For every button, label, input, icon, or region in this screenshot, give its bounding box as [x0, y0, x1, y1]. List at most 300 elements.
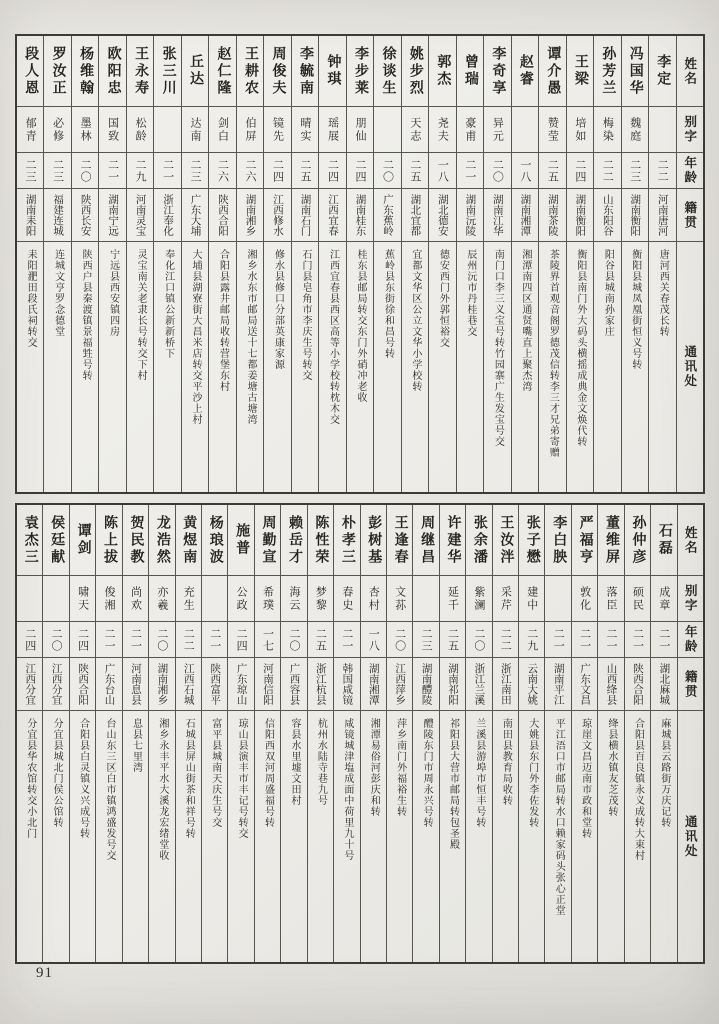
- courtesy-name-cell: 赞莹: [539, 107, 565, 153]
- courtesy-name-cell: [374, 107, 400, 153]
- age-cell: 二一: [99, 153, 125, 189]
- name-cell: 王逢春: [387, 505, 412, 576]
- age-cell: 二一: [123, 622, 148, 658]
- courtesy-name-cell: 达南: [182, 107, 208, 153]
- native-place-cell: 湖南茶陵: [539, 189, 565, 242]
- person-column: [263, 36, 290, 492]
- header-label-address: 通讯处: [683, 814, 698, 859]
- roster-table-top: [15, 34, 705, 494]
- age-cell: 二一: [651, 622, 676, 658]
- address-cell: 修水县修口分部英康家源: [272, 249, 284, 370]
- name-cell: 李毓南: [292, 36, 318, 107]
- courtesy-name-cell: 墨林: [72, 107, 98, 153]
- age-cell: 二一: [334, 622, 359, 658]
- address-cell: 奉化江口镇公新新桥下: [162, 249, 174, 359]
- age-cell: 二四: [347, 153, 373, 189]
- person-column: [621, 36, 648, 492]
- age-cell: 二四: [70, 622, 95, 658]
- name-cell: 孙芳兰: [594, 36, 620, 107]
- courtesy-name-cell: 梅染: [594, 107, 620, 153]
- address-cell: 宁远县西安镇四房: [107, 249, 119, 337]
- person-column: [412, 505, 438, 962]
- native-place-cell: 陕西合阳: [70, 658, 95, 711]
- person-column: [153, 36, 180, 492]
- courtesy-name-cell: 异元: [484, 107, 510, 153]
- person-column: [648, 36, 675, 492]
- name-cell: 欧阳忠: [99, 36, 125, 107]
- person-column: [307, 505, 333, 962]
- native-place-cell: 江西萍乡: [387, 658, 412, 711]
- header-label-native: 籍贯: [678, 658, 703, 711]
- age-cell: 二一: [572, 622, 597, 658]
- courtesy-name-cell: 春史: [334, 576, 359, 622]
- name-cell: 黄煜南: [176, 505, 201, 576]
- address-cell: 合阳县露井邮局收转营堡东村: [217, 249, 229, 392]
- courtesy-name-cell: 伯屏: [237, 107, 263, 153]
- person-column: [346, 36, 373, 492]
- age-cell: 二四: [264, 153, 290, 189]
- page-number: 91: [36, 965, 53, 981]
- courtesy-name-cell: 魏庭: [622, 107, 648, 153]
- name-cell: 施普: [228, 505, 253, 576]
- person-column: [95, 505, 121, 962]
- courtesy-name-cell: 梦黎: [308, 576, 333, 622]
- courtesy-name-cell: 剑白: [209, 107, 235, 153]
- native-place-cell: 河南灵宝: [127, 189, 153, 242]
- courtesy-name-cell: 尚欢: [123, 576, 148, 622]
- header-label-name: 姓名: [678, 505, 703, 576]
- native-place-cell: 山东阳谷: [594, 189, 620, 242]
- address-cell: 耒阳淝田段氏祠转交: [25, 249, 37, 348]
- person-column: [538, 36, 565, 492]
- courtesy-name-cell: 敦化: [572, 576, 597, 622]
- age-cell: 二三: [44, 153, 70, 189]
- address-cell: 琼山县演丰市丰记号转交: [236, 718, 248, 839]
- age-cell: 二三: [17, 153, 43, 189]
- address-cell: 容县水里墟文田村: [288, 718, 300, 806]
- courtesy-name-cell: 硕民: [625, 576, 650, 622]
- name-cell: 侯廷献: [43, 505, 68, 576]
- person-column: [122, 505, 148, 962]
- native-place-cell: 陕西合阳: [625, 658, 650, 711]
- header-label-name: 姓名: [677, 36, 703, 107]
- age-cell: 二四: [17, 622, 42, 658]
- courtesy-name-cell: 充生: [176, 576, 201, 622]
- name-cell: 贺民教: [123, 505, 148, 576]
- age-cell: 二六: [209, 153, 235, 189]
- age-cell: 一八: [361, 622, 386, 658]
- name-cell: 王汝泮: [493, 505, 518, 576]
- person-column: [428, 36, 455, 492]
- age-cell: 二五: [402, 153, 428, 189]
- native-place-cell: 广东文昌: [572, 658, 597, 711]
- native-place-cell: 湖南湘乡: [237, 189, 263, 242]
- person-column: [624, 505, 650, 962]
- native-place-cell: 湖南平江: [545, 658, 570, 711]
- address-cell: 祁阳县大营市邮局转包圣殿: [447, 718, 459, 850]
- person-column: [401, 36, 428, 492]
- person-column: [318, 36, 345, 492]
- courtesy-name-cell: 培如: [567, 107, 593, 153]
- native-place-cell: 湖南桂东: [347, 189, 373, 242]
- address-cell: 麻城县云路街万庆记转: [658, 718, 670, 828]
- person-column: [465, 505, 491, 962]
- person-column: [126, 36, 153, 492]
- native-place-cell: 湖北麻城: [651, 658, 676, 711]
- address-cell: 息县七里湾: [130, 718, 142, 773]
- name-cell: 郭杰: [429, 36, 455, 107]
- name-cell: 杨维翰: [72, 36, 98, 107]
- address-cell: 唐河西关春茂长转: [657, 249, 669, 337]
- native-place-cell: 湖南祁阳: [440, 658, 465, 711]
- address-cell: 蕉岭县东街徐和昌号转: [382, 249, 394, 359]
- name-cell: 段人恩: [17, 36, 43, 107]
- courtesy-name-cell: [43, 576, 68, 622]
- age-cell: 二三: [182, 153, 208, 189]
- name-cell: 李步莱: [347, 36, 373, 107]
- person-column: [566, 36, 593, 492]
- header-label-age: 年龄: [678, 622, 703, 658]
- native-place-cell: 湖南耒阳: [17, 189, 43, 242]
- address-cell: 合阳县百良镇永义成转大束村: [632, 718, 644, 861]
- name-cell: 赖岳才: [281, 505, 306, 576]
- name-cell: 李定: [649, 36, 675, 107]
- courtesy-name-cell: [413, 576, 438, 622]
- native-place-cell: 湖南醴陵: [413, 658, 438, 711]
- native-place-cell: 广西容县: [281, 658, 306, 711]
- courtesy-name-cell: 成章: [651, 576, 676, 622]
- name-cell: 龙浩然: [149, 505, 174, 576]
- name-cell: 王梁: [567, 36, 593, 107]
- header-label-age: 年龄: [677, 153, 703, 189]
- person-column: [280, 505, 306, 962]
- age-cell: 二三: [622, 153, 648, 189]
- address-cell: 阳谷县城南孙家庄: [602, 249, 614, 337]
- person-column: [571, 505, 597, 962]
- address-cell: 南田县教育局收转: [500, 718, 512, 806]
- native-place-cell: 湖南湘潭: [512, 189, 538, 242]
- address-cell: 绛县横水镇友芝茂转: [606, 718, 618, 817]
- name-cell: 周勤宣: [255, 505, 280, 576]
- age-cell: 二三: [413, 622, 438, 658]
- name-cell: 孙仲彦: [625, 505, 650, 576]
- name-cell: 罗汝正: [44, 36, 70, 107]
- address-cell: 湘潭南四区通贤嘴直上聚杰湾: [519, 249, 531, 392]
- courtesy-name-cell: 必修: [44, 107, 70, 153]
- address-cell: 南门口李三义宝号转竹园寨广生发宝号交: [492, 249, 504, 447]
- name-cell: 彭树基: [361, 505, 386, 576]
- address-cell: 富平县城南天庆生号交: [209, 718, 221, 828]
- address-cell: 大姚县东门外李佐发转: [526, 718, 538, 828]
- name-cell: 谭介愚: [539, 36, 565, 107]
- person-column: [291, 36, 318, 492]
- address-cell: 连城文亨罗念德堂: [52, 249, 64, 337]
- address-cell: 台山东三区白市镇鸿盛发号交: [104, 718, 116, 861]
- native-place-cell: 广东蕉岭: [374, 189, 400, 242]
- age-cell: 二〇: [484, 153, 510, 189]
- native-place-cell: 江西宜春: [319, 189, 345, 242]
- age-cell: 二〇: [374, 153, 400, 189]
- native-place-cell: 江西分宜: [17, 658, 42, 711]
- person-column: [98, 36, 125, 492]
- address-cell: 兰溪县游埠市恒丰号转: [473, 718, 485, 828]
- native-place-cell: 河南唐河: [649, 189, 675, 242]
- person-column: [456, 36, 483, 492]
- courtesy-name-cell: 瑶展: [319, 107, 345, 153]
- name-cell: 徐谈生: [374, 36, 400, 107]
- native-place-cell: 浙江奉化: [154, 189, 180, 242]
- courtesy-name-cell: 延千: [440, 576, 465, 622]
- native-place-cell: 湖南石门: [292, 189, 318, 242]
- name-cell: 陈性荣: [308, 505, 333, 576]
- age-cell: 一八: [429, 153, 455, 189]
- person-column: [17, 36, 43, 492]
- courtesy-name-cell: 啸天: [70, 576, 95, 622]
- address-cell: 大埔县湖寮街大昌米店转交平沙上村: [190, 249, 202, 425]
- header-label-native: 籍贯: [677, 189, 703, 242]
- courtesy-name-cell: 落臣: [598, 576, 623, 622]
- name-cell: 曾瑞: [457, 36, 483, 107]
- person-column: [175, 505, 201, 962]
- age-cell: 二四: [567, 153, 593, 189]
- courtesy-name-cell: [545, 576, 570, 622]
- address-cell: 琼崖文昌迈南市政和堂转: [579, 718, 591, 839]
- courtesy-name-cell: 松龄: [127, 107, 153, 153]
- person-column: [181, 36, 208, 492]
- name-cell: 冯国华: [622, 36, 648, 107]
- courtesy-name-cell: 镜先: [264, 107, 290, 153]
- native-place-cell: 湖南衡阳: [622, 189, 648, 242]
- courtesy-name-cell: 海云: [281, 576, 306, 622]
- age-cell: 二一: [96, 622, 121, 658]
- name-cell: 周俊夫: [264, 36, 290, 107]
- person-column: [518, 505, 544, 962]
- address-cell: 杭州水陆寺巷九号: [315, 718, 327, 806]
- name-cell: 朴孝三: [334, 505, 359, 576]
- name-cell: 李白胦: [545, 505, 570, 576]
- age-cell: 二五: [292, 153, 318, 189]
- native-place-cell: 陕西富平: [202, 658, 227, 711]
- address-cell: 辰州沅市丹桂巷交: [464, 249, 476, 337]
- age-cell: 二〇: [466, 622, 491, 658]
- address-cell: 石城县屏山街茶和祥号转: [183, 718, 195, 839]
- native-place-cell: 韩国咸镜: [334, 658, 359, 711]
- courtesy-name-cell: 豪甫: [457, 107, 483, 153]
- person-column: [42, 505, 68, 962]
- age-cell: 二五: [440, 622, 465, 658]
- person-column: [43, 36, 70, 492]
- address-cell: 宜都文华区公立文华小学校转: [409, 249, 421, 392]
- native-place-cell: 湖南宁远: [99, 189, 125, 242]
- native-place-cell: 湖北德安: [429, 189, 455, 242]
- native-place-cell: 江西分宜: [43, 658, 68, 711]
- person-column: [71, 36, 98, 492]
- address-cell: 桂东县邮局转交东门外硝冲老收: [354, 249, 366, 403]
- name-cell: 钟琪: [319, 36, 345, 107]
- address-cell: 湘潭易俗河彭庆和转: [368, 718, 380, 817]
- name-cell: 姚步烈: [402, 36, 428, 107]
- header-column: [676, 36, 703, 492]
- native-place-cell: 江西石城: [176, 658, 201, 711]
- courtesy-name-cell: [649, 107, 675, 153]
- native-place-cell: 浙江南田: [493, 658, 518, 711]
- person-column: [208, 36, 235, 492]
- person-column: [511, 36, 538, 492]
- native-place-cell: 湖南湘乡: [149, 658, 174, 711]
- person-column: [593, 36, 620, 492]
- age-cell: 二〇: [43, 622, 68, 658]
- courtesy-name-cell: 希璞: [255, 576, 280, 622]
- native-place-cell: 广东台山: [96, 658, 121, 711]
- age-cell: 二六: [237, 153, 263, 189]
- native-place-cell: 湖南衡阳: [567, 189, 593, 242]
- person-column: [254, 505, 280, 962]
- age-cell: 二四: [319, 153, 345, 189]
- age-cell: 二四: [228, 622, 253, 658]
- address-cell: 江西宜春县西区高等小学校转枕木交: [327, 249, 339, 425]
- native-place-cell: 河南信阳: [255, 658, 280, 711]
- name-cell: 石磊: [651, 505, 676, 576]
- person-column: [17, 505, 42, 962]
- person-column: [360, 505, 386, 962]
- age-cell: 二九: [127, 153, 153, 189]
- courtesy-name-cell: 朋仙: [347, 107, 373, 153]
- name-cell: 严福亨: [572, 505, 597, 576]
- name-cell: 陈上拔: [96, 505, 121, 576]
- roster-table-bottom: [15, 503, 705, 964]
- age-cell: 一八: [512, 153, 538, 189]
- age-cell: 二一: [457, 153, 483, 189]
- address-cell: 萍乡南门外福裕生转: [394, 718, 406, 817]
- courtesy-name-cell: 建中: [519, 576, 544, 622]
- name-cell: 丘达: [182, 36, 208, 107]
- name-cell: 董维屏: [598, 505, 623, 576]
- native-place-cell: 湖北宜都: [402, 189, 428, 242]
- person-column: [386, 505, 412, 962]
- native-place-cell: 广东大埔: [182, 189, 208, 242]
- courtesy-name-cell: 晴实: [292, 107, 318, 153]
- age-cell: 二〇: [387, 622, 412, 658]
- name-cell: 杨琅波: [202, 505, 227, 576]
- courtesy-name-cell: [202, 576, 227, 622]
- address-cell: 咸镜城津塩成面中荷里九十号: [341, 718, 353, 861]
- address-cell: 茶陵界首观音阁罗德茂信转李三才兄弟寄赠: [547, 249, 559, 458]
- address-cell: 衡阳县城凤凰街恒义号转: [629, 249, 641, 370]
- header-column: [677, 505, 703, 962]
- age-cell: 二一: [154, 153, 180, 189]
- header-label-courtesy: 别字: [678, 576, 703, 622]
- native-place-cell: 陕西长安: [72, 189, 98, 242]
- person-column: [492, 505, 518, 962]
- address-cell: 醴陵东门市周永兴号转: [421, 718, 433, 828]
- age-cell: 二二: [493, 622, 518, 658]
- address-cell: 分宜县华农馆转交小北门: [24, 718, 36, 839]
- age-cell: 二九: [519, 622, 544, 658]
- age-cell: 二五: [308, 622, 333, 658]
- person-column: [439, 505, 465, 962]
- native-place-cell: 陕西合阳: [209, 189, 235, 242]
- person-column: [69, 505, 95, 962]
- address-cell: 湘乡水东市邮局送十七都姜塘古塘湾: [245, 249, 257, 425]
- person-column: [650, 505, 676, 962]
- address-cell: 德安西门外郭恒裕交: [437, 249, 449, 348]
- name-cell: 周继昌: [413, 505, 438, 576]
- courtesy-name-cell: 紫澜: [466, 576, 491, 622]
- name-cell: 谭剑: [70, 505, 95, 576]
- header-label-courtesy: 别字: [677, 107, 703, 153]
- courtesy-name-cell: [512, 107, 538, 153]
- courtesy-name-cell: [154, 107, 180, 153]
- native-place-cell: 江西修水: [264, 189, 290, 242]
- age-cell: 二〇: [149, 622, 174, 658]
- address-cell: 信阳西双河周盛福号转: [262, 718, 274, 828]
- address-cell: 湘乡永丰平水大溪龙宏绪堂收: [156, 718, 168, 861]
- courtesy-name-cell: 俊湘: [96, 576, 121, 622]
- person-column: [544, 505, 570, 962]
- name-cell: 许建华: [440, 505, 465, 576]
- name-cell: 赵睿: [512, 36, 538, 107]
- person-column: [236, 36, 263, 492]
- courtesy-name-cell: 尧夫: [429, 107, 455, 153]
- address-cell: 平江浯口市邮局转水口赖家码头张心正堂: [553, 718, 565, 916]
- person-column: [483, 36, 510, 492]
- age-cell: 二二: [176, 622, 201, 658]
- person-column: [373, 36, 400, 492]
- age-cell: 二二: [594, 153, 620, 189]
- native-place-cell: 湖南沅陵: [457, 189, 483, 242]
- courtesy-name-cell: 亦羲: [149, 576, 174, 622]
- native-place-cell: 山西绛县: [598, 658, 623, 711]
- courtesy-name-cell: 国致: [99, 107, 125, 153]
- courtesy-name-cell: 文荪: [387, 576, 412, 622]
- courtesy-name-cell: [17, 576, 42, 622]
- native-place-cell: 福建连城: [44, 189, 70, 242]
- age-cell: 二〇: [281, 622, 306, 658]
- age-cell: 二一: [598, 622, 623, 658]
- name-cell: 李奇享: [484, 36, 510, 107]
- name-cell: 张三川: [154, 36, 180, 107]
- native-place-cell: 云南大姚: [519, 658, 544, 711]
- age-cell: 二二: [649, 153, 675, 189]
- address-cell: 灵宝南关老隶长号转交下村: [135, 249, 147, 381]
- courtesy-name-cell: 采芹: [493, 576, 518, 622]
- address-cell: 分宜县城北门侯公馆转: [51, 718, 63, 828]
- native-place-cell: 广东琼山: [228, 658, 253, 711]
- courtesy-name-cell: 天志: [402, 107, 428, 153]
- age-cell: 一七: [255, 622, 280, 658]
- courtesy-name-cell: 杏村: [361, 576, 386, 622]
- address-cell: 衡阳县南门外大码头横摇成典金文焕代转: [574, 249, 586, 447]
- name-cell: 王永寿: [127, 36, 153, 107]
- name-cell: 张余潘: [466, 505, 491, 576]
- courtesy-name-cell: 郁青: [17, 107, 43, 153]
- person-column: [201, 505, 227, 962]
- age-cell: 二〇: [72, 153, 98, 189]
- person-column: [227, 505, 253, 962]
- address-cell: 石门县皂角市李庆生号转交: [299, 249, 311, 381]
- age-cell: 二一: [625, 622, 650, 658]
- native-place-cell: 浙江兰溪: [466, 658, 491, 711]
- native-place-cell: 河南息县: [123, 658, 148, 711]
- name-cell: 张子懋: [519, 505, 544, 576]
- name-cell: 赵仁隆: [209, 36, 235, 107]
- name-cell: 王耕农: [237, 36, 263, 107]
- header-label-address: 通讯处: [682, 345, 697, 389]
- address-cell: 合阳县白灵镇义兴成号转: [77, 718, 89, 839]
- person-column: [148, 505, 174, 962]
- native-place-cell: 浙江杭县: [308, 658, 333, 711]
- age-cell: 二一: [545, 622, 570, 658]
